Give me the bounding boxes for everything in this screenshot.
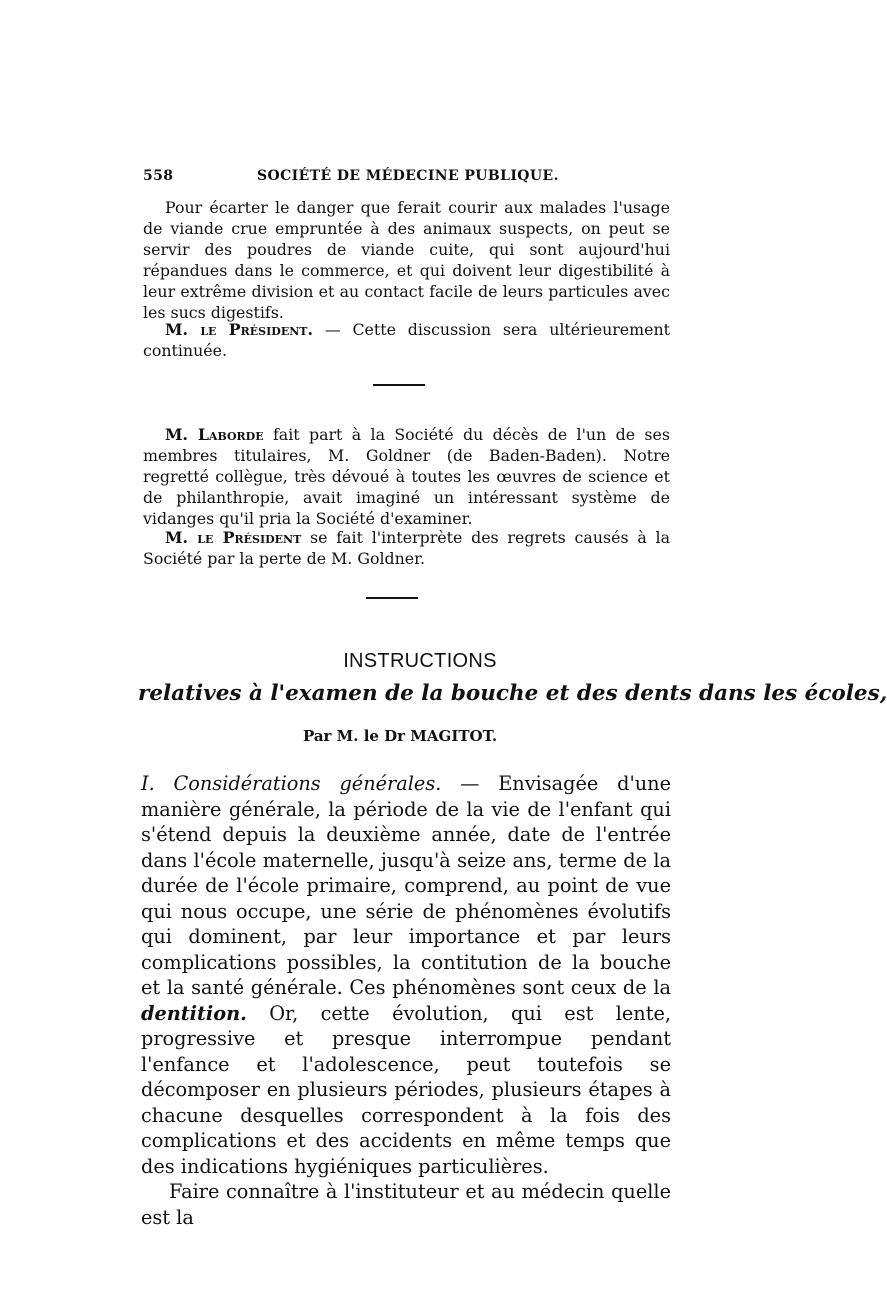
paragraph-text: — Cette discussion sera ultérieurement continuée. <box>143 320 670 360</box>
page-number: 558 <box>143 168 174 184</box>
author-byline: Par M. le Dr MAGITOT. <box>302 727 498 745</box>
paragraph-president-discussion <box>143 319 670 361</box>
paragraph-text: fait part à la Société du décès de l'un de ses membres titulaires, M. Goldner (de Baden-Baden). Notre regretté collègue, très dévoué à toutes les œuvres de science et de philanthropie, avait imaginé un intéressant système de vidanges qu'il pria la Société d'examiner. <box>143 425 670 528</box>
paragraph-text: se fait l'interprète des regrets causés à la Société par la perte de M. Goldner. <box>143 528 670 568</box>
body-text-part: — Envisagée d'une manière générale, la période de la vie de l'enfant qui s'étend depuis la deuxième année, date de l'entrée dans l'école maternelle, jusqu'à seize ans, terme de la durée de l'école primaire, comprend, au point de vue qui nous occupe, une série de phénomènes évolutifs qui dominent, par leur importance et par leurs complications possibles, la contitution de la bouche et la santé générale. Ces phénomènes sont ceux de la <box>141 772 671 999</box>
body-text-part: Faire connaître à l'instituteur et au médecin quelle est la <box>141 1180 671 1229</box>
speaker-president: M. le Président <box>165 528 302 547</box>
section-subtitle: relatives à l'examen de la bouche et des dents dans les écoles, <box>138 681 887 706</box>
paragraph-laborde <box>143 424 670 529</box>
speaker-laborde: M. Laborde <box>165 425 264 444</box>
section-divider <box>366 597 418 599</box>
paragraph-president-regrets <box>143 527 670 569</box>
section-title-text: INSTRUCTIONS <box>343 650 497 672</box>
body-emphasis: dentition. <box>141 1001 247 1025</box>
running-title: SOCIÉTÉ DE MÉDECINE PUBLIQUE. <box>257 168 559 184</box>
body-text-part: Or, cette évolution, qui est lente, progressive et presque interrompue pendant l'enfance et l'adolescence, peut toutefois se décomposer en plusieurs périodes, plusieurs étapes à chacune desquelles correspondent à la fois des complications et des accidents en même temps que des indications hygiéniques particulières. <box>141 1001 671 1178</box>
section-title <box>0 650 800 673</box>
section-divider <box>373 384 425 386</box>
paragraph-raw-meat: Pour écarter le danger que ferait courir aux malades l'usage de viande crue empruntée à des animaux suspects, on peut se servir des poudres de viande cuite, qui sont aujourd'hui répandues dans le commerce, et qui doivent leur digestibilité à leur extrême division et au contact facile de leurs particules avec les sucs digestifs. <box>143 198 670 322</box>
subsection-heading: I. Considérations générales. <box>141 772 442 795</box>
speaker-president: M. le Président. <box>165 320 313 339</box>
body-text <box>141 771 671 1230</box>
